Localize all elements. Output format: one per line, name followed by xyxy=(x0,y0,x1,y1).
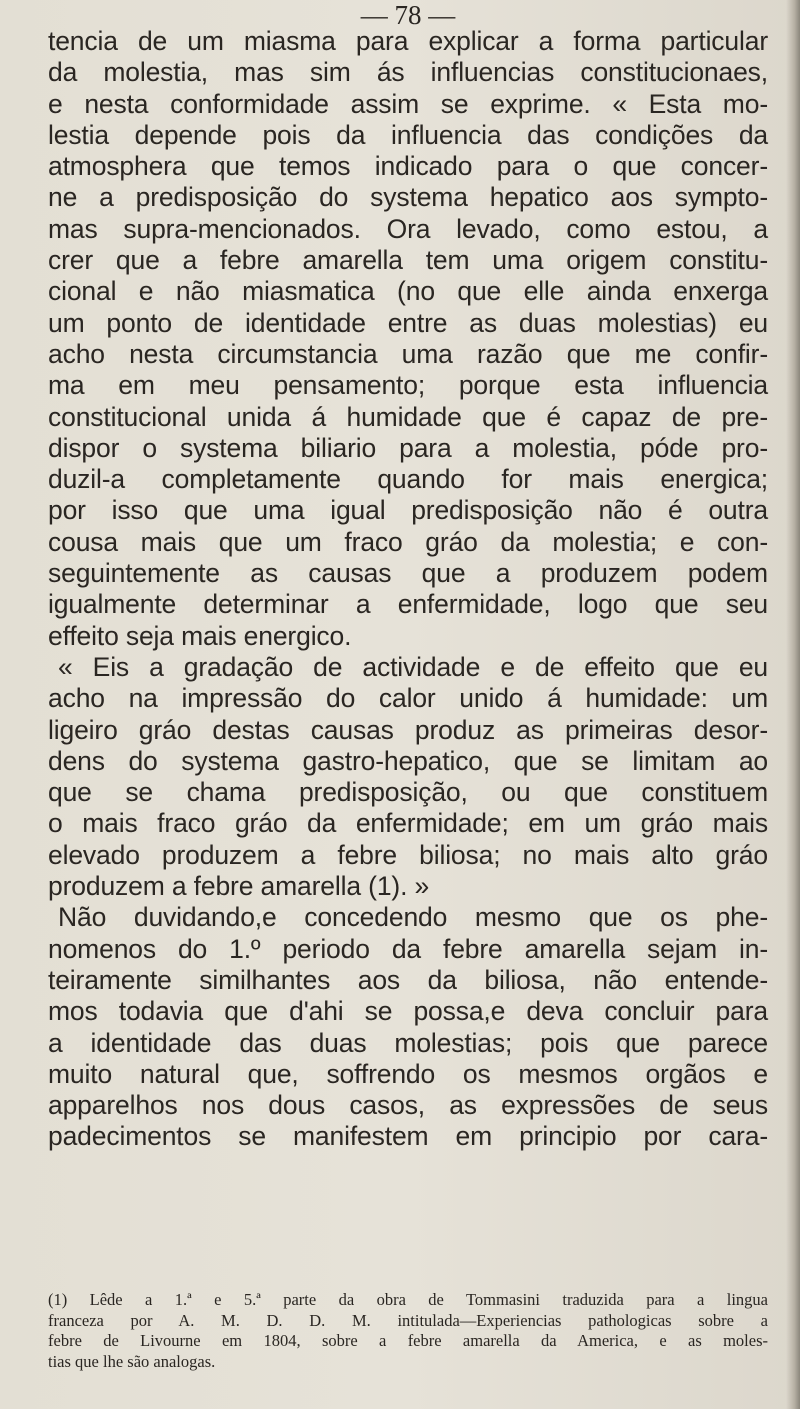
text-line: elevado produzem a febre biliosa; no mais alto gráo xyxy=(48,839,768,870)
text-line: da molestia, mas sim ás influencias constitucionaes, xyxy=(48,57,768,88)
text-line: atmosphera que temos indicado para o que concer- xyxy=(48,151,768,182)
footnote xyxy=(48,1290,768,1372)
footnote-line: franceza por A. M. D. D. M. intitulada—Experiencias pathologicas sobre a xyxy=(48,1310,768,1330)
text-line: muito natural que, soffrendo os mesmos orgãos e xyxy=(48,1058,768,1089)
text-line: nomenos do 1.º periodo da febre amarella sejam in- xyxy=(48,933,768,964)
text-line: apparelhos nos dous casos, as expressões de seus xyxy=(48,1090,768,1121)
text-line: Não duvidando,e concedendo mesmo que os phe- xyxy=(58,902,768,933)
text-line: effeito seja mais energico. xyxy=(48,620,352,651)
text-line: ma em meu pensamento; porque esta influencia xyxy=(48,370,768,401)
text-line: dens do systema gastro-hepatico, que se limitam ao xyxy=(48,745,768,776)
text-line: por isso que uma igual predisposição não é outra xyxy=(48,495,768,526)
text-line: que se chama predisposição, ou que constituem xyxy=(48,777,768,808)
text-line: tencia de um miasma para explicar a forma particular xyxy=(48,26,768,56)
text-line: teiramente similhantes aos da biliosa, não entende- xyxy=(48,964,768,995)
footnote-line: febre de Livourne em 1804, sobre a febre amarella da America, e as moles- xyxy=(48,1331,768,1350)
text-line: a identidade das duas molestias; pois que parece xyxy=(48,1027,768,1058)
page-edge-shadow xyxy=(786,0,800,1409)
text-line: lestia depende pois da influencia das condições da xyxy=(48,119,768,150)
text-line: e nesta conformidade assim se exprime. « Esta mo- xyxy=(48,88,768,119)
text-line: produzem a febre amarella (1). » xyxy=(48,871,430,902)
footnote-line: (1) Lêde a 1.ª e 5.ª parte da obra de Tommasini traduzida para a lingua xyxy=(48,1290,768,1309)
main-text-block xyxy=(48,26,768,1153)
footnote-line: tias que lhe são analogas. xyxy=(48,1351,216,1371)
text-line: acho na impressão do calor unido á humidade: um xyxy=(48,683,768,714)
text-line: cousa mais que um fraco gráo da molestia; e con- xyxy=(48,526,768,557)
text-line: duzil-a completamente quando for mais energica; xyxy=(48,464,768,495)
text-line: mas supra-mencionados. Ora levado, como estou, a xyxy=(48,213,768,244)
text-line: igualmente determinar a enfermidade, logo que seu xyxy=(48,589,768,620)
text-line: ligeiro gráo destas causas produz as primeiras desor- xyxy=(48,714,768,745)
text-line: « Eis a gradação de actividade e de effeito que eu xyxy=(58,651,768,682)
text-line: ne a predisposição do systema hepatico aos sympto- xyxy=(48,182,768,213)
text-line: crer que a febre amarella tem uma origem constitu- xyxy=(48,245,768,276)
text-line: mos todavia que d'ahi se possa,e deva concluir para xyxy=(48,996,768,1027)
text-line: dispor o systema biliario para a molestia, póde pro- xyxy=(48,432,768,463)
text-line: um ponto de identidade entre as duas molestias) eu xyxy=(48,307,768,338)
text-line: constitucional unida á humidade que é capaz de pre- xyxy=(48,401,768,432)
page-number: — 78 — xyxy=(360,0,456,30)
text-line: seguintemente as causas que a produzem podem xyxy=(48,558,768,589)
text-line: acho nesta circumstancia uma razão que me confir- xyxy=(48,338,768,369)
text-line: cional e não miasmatica (no que elle ainda enxerga xyxy=(48,276,768,307)
text-line: padecimentos se manifestem em principio por cara- xyxy=(48,1121,768,1152)
text-line: o mais fraco gráo da enfermidade; em um gráo mais xyxy=(48,808,768,839)
